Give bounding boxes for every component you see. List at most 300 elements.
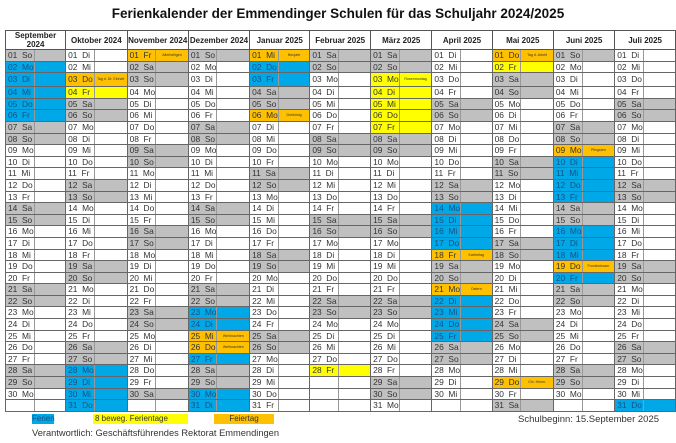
day-cell: 29 Di xyxy=(66,377,95,389)
day-note-cell xyxy=(34,319,66,331)
day-cell: 09 Sa xyxy=(127,145,156,157)
day-cell: 21 Sa xyxy=(6,284,35,296)
day-cell: 07 Sa xyxy=(188,121,217,133)
day-note-cell xyxy=(34,50,66,62)
day-cell: 30 Mi xyxy=(615,388,644,400)
day-cell: 16 Sa xyxy=(127,226,156,238)
day-cell: 01 Fr xyxy=(127,50,156,62)
day-cell: 16 Fr xyxy=(492,226,521,238)
month-header: Juli 2025 xyxy=(615,31,676,50)
day-cell: 18 Fr xyxy=(615,249,644,261)
day-cell: 06 Mi xyxy=(127,110,156,122)
day-cell: 03 Di xyxy=(553,73,582,87)
day-note-cell xyxy=(94,121,127,133)
day-cell: 18 Sa xyxy=(250,249,279,261)
day-note-cell xyxy=(399,50,432,62)
day-cell: 28 Mo xyxy=(615,365,644,377)
month-header-row xyxy=(6,31,676,50)
day-cell: 20 Fr xyxy=(188,272,217,284)
day-note-cell xyxy=(156,87,189,99)
month-header: Mai 2025 xyxy=(492,31,553,50)
day-row xyxy=(6,400,676,412)
day-cell: 19 Do xyxy=(188,261,217,273)
day-note-cell xyxy=(461,73,493,87)
day-cell: 09 Fr xyxy=(492,145,521,157)
day-note-cell xyxy=(399,330,432,342)
day-note-cell xyxy=(399,179,432,191)
day-note-cell xyxy=(582,377,615,389)
day-note-cell xyxy=(521,203,554,215)
day-note-cell xyxy=(217,261,250,273)
day-note-cell xyxy=(34,191,66,203)
day-row xyxy=(6,110,676,122)
day-note-cell xyxy=(217,203,250,215)
day-note-cell xyxy=(643,400,675,412)
day-cell: 06 Di xyxy=(492,110,521,122)
day-note-cell xyxy=(338,50,370,62)
day-cell: 22 Di xyxy=(615,295,644,307)
day-note-cell xyxy=(399,249,432,261)
day-note-cell xyxy=(643,319,675,331)
day-cell: 07 Fr xyxy=(371,121,400,133)
day-note-cell xyxy=(643,388,675,400)
day-note-cell xyxy=(338,295,370,307)
day-note-cell xyxy=(643,353,675,365)
day-note-cell xyxy=(461,330,493,342)
day-cell: 31 Do xyxy=(66,400,95,412)
day-note-cell xyxy=(278,87,310,99)
day-note-cell xyxy=(582,156,615,168)
day-cell: 21 Mo xyxy=(432,284,461,296)
day-note-cell xyxy=(461,121,493,133)
day-cell: 05 Sa xyxy=(615,98,644,110)
day-note-cell xyxy=(521,61,554,73)
day-cell: 27 So xyxy=(615,353,644,365)
day-note-cell xyxy=(34,179,66,191)
day-cell: 25 Mo xyxy=(127,330,156,342)
day-note-cell xyxy=(521,179,554,191)
day-cell: 11 Fr xyxy=(615,168,644,180)
day-note-cell xyxy=(338,284,370,296)
day-cell: 02 Mi xyxy=(432,61,461,73)
day-note-cell xyxy=(156,73,189,87)
day-cell: 13 So xyxy=(615,191,644,203)
day-cell: 14 Mo xyxy=(66,203,95,215)
day-cell: 03 Do xyxy=(66,73,95,87)
day-cell: 25 Mi xyxy=(553,330,582,342)
day-cell: 09 Mi xyxy=(66,145,95,157)
day-cell: 30 Mo xyxy=(6,388,35,400)
day-note-cell xyxy=(521,388,554,400)
day-cell: 04 Sa xyxy=(250,87,279,99)
day-cell: 17 Do xyxy=(615,237,644,249)
day-note-cell xyxy=(582,284,615,296)
day-cell: 27 Mo xyxy=(250,353,279,365)
day-note-cell xyxy=(582,110,615,122)
day-note-cell xyxy=(338,145,370,157)
day-row xyxy=(6,249,676,261)
day-note-cell xyxy=(461,133,493,145)
day-cell: 04 Fr xyxy=(615,87,644,99)
day-cell: 15 So xyxy=(188,214,217,226)
day-cell: 21 Mi xyxy=(492,284,521,296)
day-cell: 22 Do xyxy=(492,295,521,307)
day-note-cell xyxy=(399,342,432,354)
day-cell: 25 Fr xyxy=(432,330,461,342)
day-cell: 07 Fr xyxy=(310,121,339,133)
day-cell: 21 Do xyxy=(127,284,156,296)
day-note-cell xyxy=(582,272,615,284)
day-cell: 18 So xyxy=(492,249,521,261)
day-cell: 12 Sa xyxy=(432,179,461,191)
school-start: Schulbeginn: 15.September 2025 xyxy=(518,414,660,425)
day-cell: 13 Mo xyxy=(250,191,279,203)
day-note-cell xyxy=(217,377,250,389)
day-cell: 17 Mo xyxy=(310,237,339,249)
month-header: Februar 2025 xyxy=(310,31,371,50)
day-note-cell xyxy=(521,145,554,157)
day-cell: 18 Fr xyxy=(432,249,461,261)
day-cell: 11 Mi xyxy=(553,168,582,180)
day-cell: 17 Mo xyxy=(371,237,400,249)
day-note-cell xyxy=(278,249,310,261)
day-cell: 18 Di xyxy=(310,249,339,261)
day-note-cell xyxy=(399,319,432,331)
day-row xyxy=(6,365,676,377)
day-note-cell xyxy=(278,226,310,238)
day-note-cell xyxy=(643,87,675,99)
month-header: März 2025 xyxy=(371,31,432,50)
day-cell: 15 Fr xyxy=(127,214,156,226)
day-note-cell xyxy=(156,156,189,168)
day-note-cell xyxy=(278,121,310,133)
day-note-cell xyxy=(338,388,370,400)
day-note-cell xyxy=(338,73,370,87)
day-cell: 11 Mo xyxy=(127,168,156,180)
day-cell: 09 Mo xyxy=(188,145,217,157)
day-cell: 24 Fr xyxy=(250,319,279,331)
day-row xyxy=(6,226,676,238)
day-cell: 15 Mi xyxy=(250,214,279,226)
day-note-cell xyxy=(278,214,310,226)
day-note-cell xyxy=(461,50,493,62)
day-cell: 30 Mo xyxy=(188,388,217,400)
day-cell: 31 Do xyxy=(615,400,644,412)
day-cell: 15 Di xyxy=(615,214,644,226)
day-cell: 08 Sa xyxy=(310,133,339,145)
day-note-cell xyxy=(582,307,615,319)
day-cell: 22 Di xyxy=(432,295,461,307)
day-cell: 23 Sa xyxy=(127,307,156,319)
day-cell: 09 Mo xyxy=(6,145,35,157)
month-header: September 2024 xyxy=(6,31,66,50)
day-note-cell xyxy=(94,261,127,273)
day-cell: 10 Mo xyxy=(371,156,400,168)
day-note-cell xyxy=(582,365,615,377)
day-cell: 27 Do xyxy=(310,353,339,365)
day-row xyxy=(6,261,676,273)
day-cell: 14 Sa xyxy=(553,203,582,215)
day-note-cell xyxy=(34,214,66,226)
day-note-cell xyxy=(399,400,432,412)
day-cell: 02 Do xyxy=(250,61,279,73)
day-cell: 24 Do xyxy=(66,319,95,331)
day-row xyxy=(6,237,676,249)
day-cell: 15 Di xyxy=(66,214,95,226)
day-cell: 19 Do xyxy=(6,261,35,273)
day-cell: 06 Mo xyxy=(250,110,279,122)
day-cell: 14 Mo xyxy=(615,203,644,215)
day-cell: 20 So xyxy=(432,272,461,284)
day-note-cell xyxy=(94,330,127,342)
day-note-cell xyxy=(461,295,493,307)
day-note-cell xyxy=(643,249,675,261)
day-cell: 06 Do xyxy=(310,110,339,122)
day-note-cell xyxy=(521,214,554,226)
day-note-cell xyxy=(643,179,675,191)
day-note-cell xyxy=(643,73,675,87)
day-note-cell xyxy=(94,214,127,226)
day-cell: 04 Fr xyxy=(66,87,95,99)
day-cell: 25 Fr xyxy=(615,330,644,342)
day-cell: 23 So xyxy=(310,307,339,319)
day-cell: 04 Di xyxy=(310,87,339,99)
day-note-cell xyxy=(643,365,675,377)
day-note-cell xyxy=(34,261,66,273)
day-cell: 24 Di xyxy=(188,319,217,331)
day-note-cell xyxy=(94,203,127,215)
day-note-cell xyxy=(34,272,66,284)
day-cell: 07 Di xyxy=(250,121,279,133)
day-cell: 26 So xyxy=(250,342,279,354)
day-cell: 09 Mo xyxy=(553,145,582,157)
day-note-cell xyxy=(582,330,615,342)
day-note-cell xyxy=(34,226,66,238)
day-cell: 01 So xyxy=(553,50,582,62)
day-row xyxy=(6,61,676,73)
day-note-cell xyxy=(156,110,189,122)
day-cell: 11 Di xyxy=(310,168,339,180)
day-note-cell xyxy=(461,226,493,238)
month-header: Januar 2025 xyxy=(250,31,310,50)
day-note-cell xyxy=(399,226,432,238)
day-cell: 01 Sa xyxy=(310,50,339,62)
day-note-cell xyxy=(643,156,675,168)
day-cell: 07 Sa xyxy=(553,121,582,133)
day-note-cell xyxy=(338,272,370,284)
day-note-cell xyxy=(34,377,66,389)
day-cell: 14 Di xyxy=(250,203,279,215)
day-cell: 27 Fr xyxy=(6,353,35,365)
day-cell: 19 Mi xyxy=(310,261,339,273)
legend-beweglich: 8 beweg. Ferientage xyxy=(93,414,188,424)
day-row xyxy=(6,388,676,400)
day-note-cell xyxy=(521,249,554,261)
day-note-cell xyxy=(582,98,615,110)
day-note-cell xyxy=(461,156,493,168)
day-cell: 20 So xyxy=(615,272,644,284)
day-note-cell xyxy=(399,377,432,389)
day-cell: 12 Mi xyxy=(371,179,400,191)
day-cell: 05 Sa xyxy=(66,98,95,110)
day-note-cell xyxy=(643,226,675,238)
day-note-cell xyxy=(338,365,370,377)
day-note-cell xyxy=(217,98,250,110)
day-row xyxy=(6,179,676,191)
day-cell xyxy=(6,400,35,412)
day-note-cell xyxy=(582,179,615,191)
day-cell: 14 Do xyxy=(127,203,156,215)
day-cell: 04 Di xyxy=(371,87,400,99)
day-cell: 25 Mi xyxy=(6,330,35,342)
day-note-cell xyxy=(34,61,66,73)
day-cell: 12 Mo xyxy=(492,179,521,191)
day-cell: 21 Sa xyxy=(553,284,582,296)
day-cell: 11 Fr xyxy=(66,168,95,180)
day-note-cell xyxy=(338,237,370,249)
day-cell: 05 Do xyxy=(553,98,582,110)
day-note-cell xyxy=(217,272,250,284)
day-cell: 08 Fr xyxy=(127,133,156,145)
day-cell: 28 Fr xyxy=(371,365,400,377)
holiday-calendar-table xyxy=(5,30,676,412)
day-cell: 24 Do xyxy=(615,319,644,331)
day-cell: 12 Mi xyxy=(310,179,339,191)
day-note-cell xyxy=(582,237,615,249)
day-note-cell xyxy=(643,272,675,284)
day-cell: 11 Mi xyxy=(188,168,217,180)
day-row xyxy=(6,330,676,342)
day-cell: 08 Di xyxy=(615,133,644,145)
day-note-cell xyxy=(399,365,432,377)
day-row xyxy=(6,50,676,62)
day-cell: 26 Do xyxy=(553,342,582,354)
day-note-cell xyxy=(94,133,127,145)
day-note-cell xyxy=(643,121,675,133)
day-cell: 02 Mo xyxy=(188,61,217,73)
day-cell: 29 Do xyxy=(492,377,521,389)
day-row xyxy=(6,342,676,354)
day-note-cell xyxy=(156,307,189,319)
day-note-cell xyxy=(399,121,432,133)
day-cell: 08 So xyxy=(6,133,35,145)
day-cell: 23 Mi xyxy=(66,307,95,319)
day-note-cell xyxy=(156,365,189,377)
day-cell: 22 Di xyxy=(66,295,95,307)
day-note-cell xyxy=(278,272,310,284)
day-note-cell xyxy=(521,365,554,377)
day-cell: 12 So xyxy=(250,179,279,191)
day-cell: 06 So xyxy=(615,110,644,122)
day-cell: 20 Mo xyxy=(250,272,279,284)
day-cell: 25 So xyxy=(492,330,521,342)
day-cell: 05 Mi xyxy=(310,98,339,110)
day-note-cell xyxy=(156,249,189,261)
day-cell: 21 Mo xyxy=(66,284,95,296)
day-cell: 01 So xyxy=(188,50,217,62)
day-cell: 21 Fr xyxy=(310,284,339,296)
day-note-cell xyxy=(34,168,66,180)
day-note-cell xyxy=(34,237,66,249)
day-cell: 25 Di xyxy=(371,330,400,342)
day-cell: 27 Mi xyxy=(127,353,156,365)
day-cell: 19 Sa xyxy=(66,261,95,273)
day-note-cell xyxy=(217,179,250,191)
day-cell: 01 So xyxy=(6,50,35,62)
day-cell: 15 So xyxy=(6,214,35,226)
legend-feiertag: Feiertag xyxy=(214,414,274,424)
day-cell: 23 So xyxy=(371,307,400,319)
day-note-cell xyxy=(278,179,310,191)
day-note-cell xyxy=(94,145,127,157)
day-cell: 19 So xyxy=(250,261,279,273)
day-cell: 08 Di xyxy=(432,133,461,145)
day-cell: 16 So xyxy=(371,226,400,238)
day-cell: 01 Di xyxy=(615,50,644,62)
day-note-cell: Pfingsten xyxy=(582,145,615,157)
day-cell: 28 Mo xyxy=(432,365,461,377)
day-note-cell xyxy=(217,388,250,400)
day-cell: 01 Mi xyxy=(250,50,279,62)
day-cell: 28 Di xyxy=(250,365,279,377)
day-note-cell xyxy=(582,121,615,133)
day-note-cell xyxy=(156,284,189,296)
day-note-cell xyxy=(643,284,675,296)
day-note-cell xyxy=(156,388,189,400)
day-cell: 18 Fr xyxy=(66,249,95,261)
day-note-cell xyxy=(338,400,370,412)
day-cell: 05 Do xyxy=(6,98,35,110)
day-note-cell xyxy=(399,307,432,319)
day-note-cell xyxy=(461,179,493,191)
day-note-cell xyxy=(643,168,675,180)
day-row xyxy=(6,121,676,133)
day-note-cell xyxy=(94,237,127,249)
day-note-cell xyxy=(278,168,310,180)
day-cell: 17 Fr xyxy=(250,237,279,249)
day-cell: 29 Mi xyxy=(250,377,279,389)
day-cell: 23 Mo xyxy=(188,307,217,319)
day-note-cell xyxy=(521,98,554,110)
day-cell: 22 Fr xyxy=(127,295,156,307)
day-note-cell xyxy=(461,145,493,157)
month-header: November 2024 xyxy=(127,31,188,50)
day-note-cell xyxy=(521,261,554,273)
day-note-cell xyxy=(643,145,675,157)
day-cell xyxy=(127,400,156,412)
day-cell: 02 Mi xyxy=(66,61,95,73)
day-cell: 26 Sa xyxy=(66,342,95,354)
day-cell: 06 Fr xyxy=(188,110,217,122)
day-cell: 17 Di xyxy=(188,237,217,249)
day-note-cell xyxy=(156,272,189,284)
day-cell: 28 Mi xyxy=(492,365,521,377)
day-cell: 14 Sa xyxy=(188,203,217,215)
day-cell: 03 Sa xyxy=(492,73,521,87)
day-note-cell xyxy=(338,61,370,73)
day-cell: 16 Mi xyxy=(66,226,95,238)
day-cell: 13 So xyxy=(66,191,95,203)
day-cell: 16 Mo xyxy=(553,226,582,238)
day-cell xyxy=(310,377,339,389)
day-note-cell xyxy=(582,61,615,73)
day-row xyxy=(6,353,676,365)
day-note-cell xyxy=(643,295,675,307)
day-note-cell xyxy=(461,110,493,122)
day-note-cell: Neujahr xyxy=(278,50,310,62)
day-note-cell xyxy=(217,284,250,296)
day-note-cell xyxy=(94,156,127,168)
